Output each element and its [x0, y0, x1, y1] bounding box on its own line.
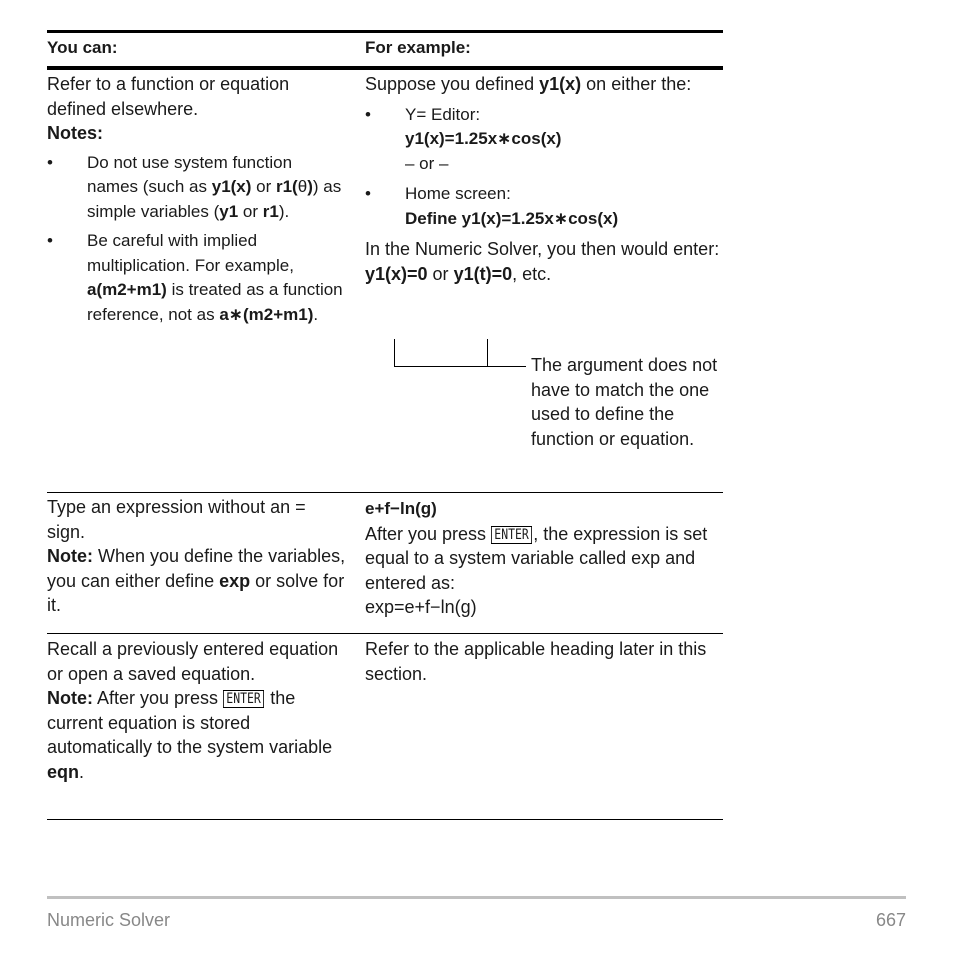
row1-left-cell	[47, 72, 347, 327]
row3-right-cell	[365, 637, 720, 686]
row2-description: After you press ENTER , the expression is set equal to a system variable called exp and entered as:	[365, 523, 708, 593]
notes-label: Notes:	[47, 123, 104, 143]
row3-text: Refer to the applicable heading later in this section.	[365, 639, 707, 684]
example-bullet-yeditor: • Y= Editor: y1(x)=1.25x∗cos(x) – or –	[365, 104, 562, 173]
footer-rule	[47, 896, 906, 899]
row2-rule	[47, 633, 723, 634]
enter-key-icon: ENTER	[223, 690, 264, 708]
row3-left-cell	[47, 637, 347, 784]
row3-intro: Recall a previously entered equation or open a saved equation.	[47, 639, 339, 684]
row3-note: Note: After you press ENTER the current equation is stored automatically to the system variable eqn.	[47, 688, 333, 782]
page-number: 667	[875, 910, 906, 930]
callout-leader	[394, 366, 526, 367]
note-bullet-1: • Do not use system function names (such as y1(x) or r1(θ)) as simple variables (y1 or r1).	[47, 152, 342, 221]
callout-text: The argument does not have to match the one used to define the function or equation.	[531, 355, 718, 449]
row1-right-intro: Suppose you defined y1(x) on either the:	[365, 74, 692, 94]
header-for-example: For example:	[365, 38, 471, 57]
header-you-can: You can:	[47, 38, 118, 57]
callout-bracket-right	[487, 339, 488, 367]
header-rule	[47, 66, 723, 70]
note-bullet-2: • Be careful with implied multiplication. For example, a(m2+m1) is treated as a function reference, not as a∗(m2+m1).	[47, 231, 343, 324]
table-top-rule	[47, 30, 723, 33]
example-bullet-home: • Home screen: Define y1(x)=1.25x∗cos(x)	[365, 184, 619, 228]
callout-bracket-left	[394, 339, 395, 367]
row2-code: e+f−ln(g)	[365, 499, 437, 518]
row2-right-cell	[365, 496, 720, 620]
row1-intro: Refer to a function or equation defined elsewhere.	[47, 74, 290, 119]
enter-key-icon: ENTER	[491, 526, 532, 544]
row2-left-cell	[47, 495, 347, 618]
solver-text: In the Numeric Solver, you then would enter:	[365, 239, 720, 259]
row1-right-cell	[365, 72, 720, 286]
table-bottom-rule	[47, 819, 723, 820]
row1-rule	[47, 492, 723, 493]
footer-section: Numeric Solver	[47, 910, 171, 930]
solver-entry: y1(x)=0 or y1(t)=0, etc.	[365, 263, 552, 284]
row2-intro: Type an expression without an = sign.	[47, 497, 306, 542]
row2-note: Note: When you define the variables, you can either define exp or solve for it.	[47, 546, 346, 615]
row2-expr: exp=e+f−ln(g)	[365, 597, 477, 617]
